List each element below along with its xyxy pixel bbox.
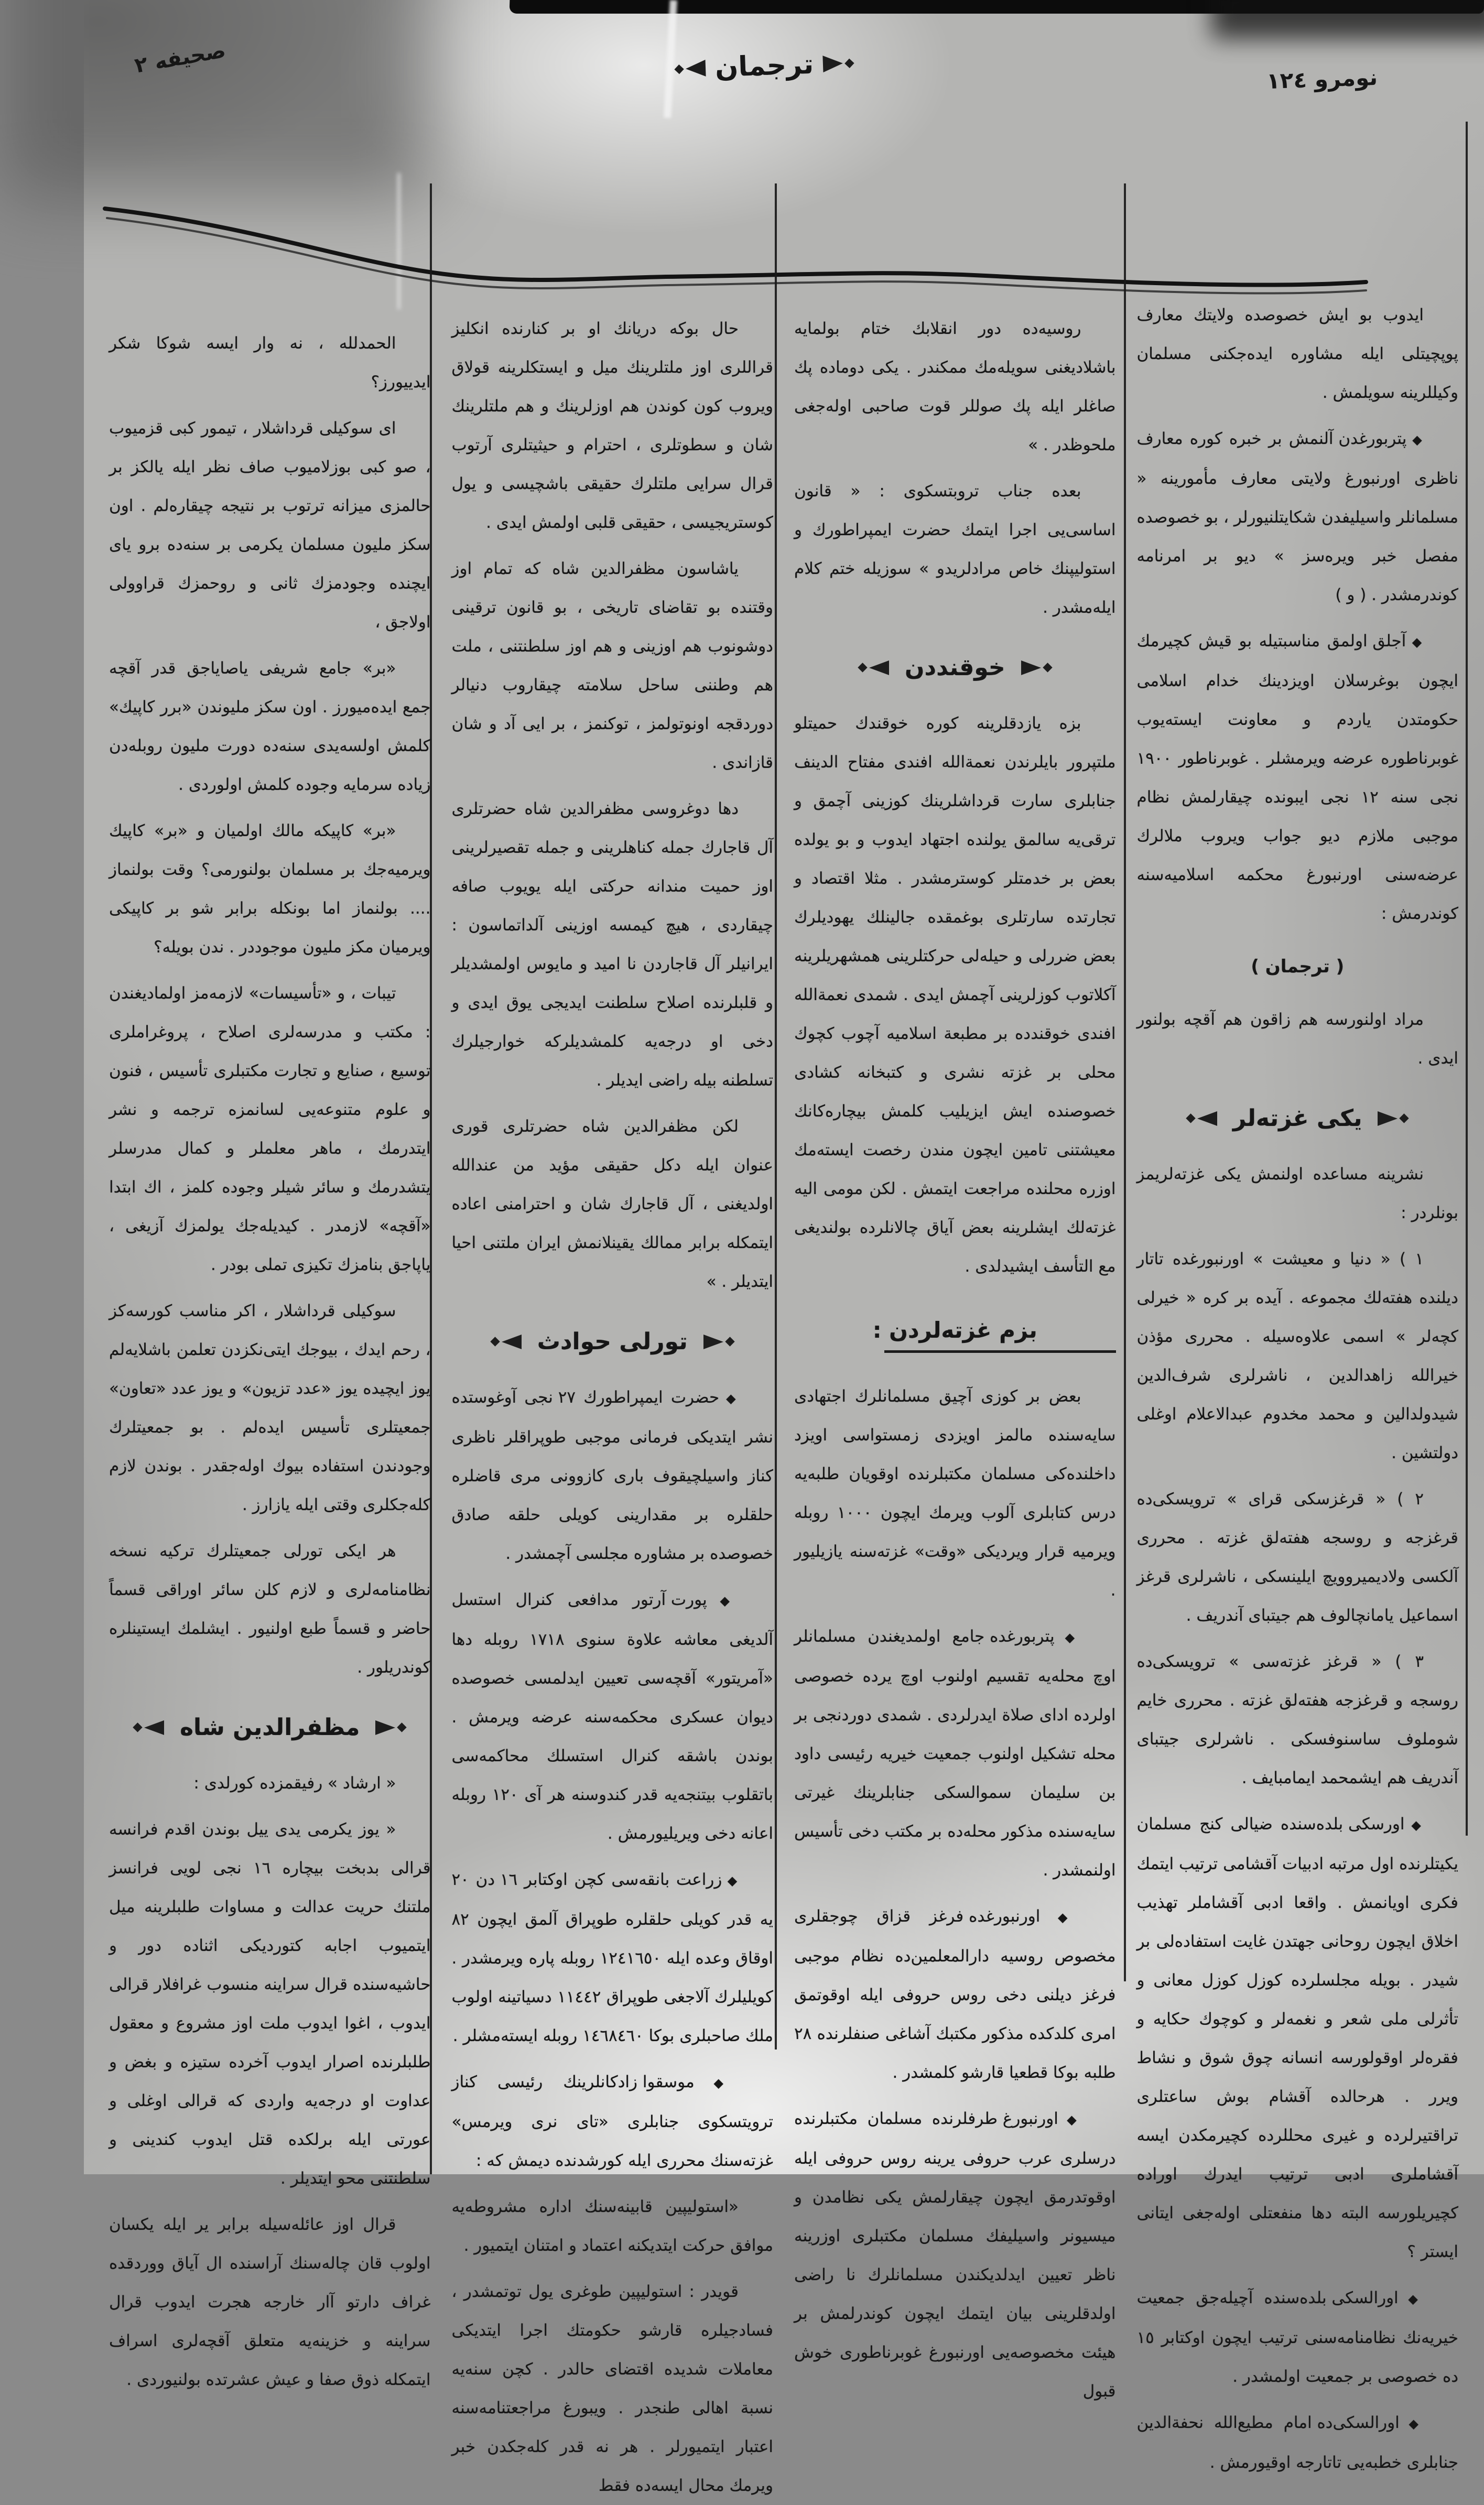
item-diamond-icon: ◆ xyxy=(1399,2416,1424,2431)
section-title: تورلی حوادث xyxy=(537,1328,688,1355)
heading-ornament-right-icon xyxy=(703,1335,733,1349)
newspaper-page xyxy=(84,0,1484,2495)
article-paragraph: قویدر : استولیپین طوغری یول توتمشدر ، فسادجیلره قارشو حکومتك اجرا ایتدیکی معاملات شدیده اقتضای حالدر . کچن سنه‌یه نسبة اهالی طنجدر . ویبورغ مراجعتنامه‌سنه اعتبار ایتمیورلر . هر نه قدر کله‌جکدن خبر ویرمك محال ایسه‌ده فقط xyxy=(451,2282,773,2495)
heading-ornament-right-icon xyxy=(375,1720,405,1735)
article-paragraph: ◆ اورالسکی‌ده امام مطیع‌الله نحفةالدین جنابلری خطبه‌یی تاتارجه اوقیورمش . xyxy=(1136,2413,1458,2472)
section-title: مظفرالدین شاه xyxy=(180,1714,360,1741)
item-diamond-icon: ◆ xyxy=(1404,1818,1424,1832)
issue-number-label: نومرو ١٢٤ xyxy=(1266,64,1378,94)
article-paragraph: «استولیپین قابینه‌سنك اداره مشروطه‌یه موافق حرکت ایتدیکنه اعتماد و امتنان ایتمیور . xyxy=(451,2197,773,2255)
scan-corner-shadow xyxy=(1211,0,1484,39)
masthead-ornament-left-icon xyxy=(675,60,706,78)
heading-ornament-right-icon xyxy=(1378,1111,1407,1126)
article-paragraph: ٢ ) « قرغزسکی قرای » ترویسکی‌ده قرغزجه و روسجه هفته‌لق غزته . محرری آلکسی ولادیمیروویچ ایلینسکی ، ناشرلری قرغز اسماعیل یامانچالوف هم جیتبای آندریف . xyxy=(1136,1490,1458,1625)
section-heading xyxy=(1137,1105,1459,1132)
article-paragraph: ◆ حضرت ایمپراطورك ٢٧ نجی آوغوستده نشر ایتدیکی فرمانی موجبی طوپراقلر ناظری کناز واسیلچیقوف باری کازوونی مری قاضلره حلقلره بر مقدارینی کویلی حلقه صادق خصوصده بر مشاوره مجلسی آچمشدر . xyxy=(451,1388,773,1563)
article-paragraph: ◆ اورسکی بلده‌سنده ضیالی کنج مسلمان یکیتلرنده اول مرتبه ادبیات آقشامی ترتیب ایتمك فکری اویانمش . واقعا ادبی آقشاملر تهذیب اخلاق ایچون روحانی جهتدن غایت استفاده‌لی بر شیدر . بویله مجلسلرده کوزل کوزل معانی و تأثرلی ملی شعر و نغمه‌لر و کوچوك حکایه و فقره‌لر اوقولورسه انسانه چوق شوق و نشاط ویرر . هرحالده آقشام بوش ساعتلری تراقتیرلرده و غیری محللرده کچیرمکدن ایسه آقشاملری ادبی ترتیب ایدرك اوراده کچیریلورسه البته دها منفعتلی اوله‌جغی ایتانی ایستر ؟ xyxy=(1136,1815,1458,2261)
item-diamond-icon: ◆ xyxy=(719,1391,739,1406)
header-rule xyxy=(84,192,1484,307)
article-paragraph: ◆ آجلق اولمق مناسبتیله بو قیش کچیرمك ایچون بوغرسلان اویزدینك خدام اسلامی حکومتدن یاردم و معاونت ایسته‌یوب غوبرناطوره عرضه ویرمشلر . غوبرناطور ١٩٠٠ نجی سنه ١٢ نجی ایبونده چیقارلمش نظام موجبی ملازم دیو جواب ویروب ملالرك عرضه‌سنی اورنبورغ محکمه اسلامیه‌سنه کوندرمش : xyxy=(1136,632,1458,923)
article-paragraph: ◆ اورنبورغده فرغز قزاق چوجقلری مخصوص روسیه دارالمعلمین‌ده نظام موجبی فرغز دیلنی دخی روس حروفی ایله اوقوتمق امری کلدکده مذکور مکتبك آشاغی صنفلرنده ٢٨ طلبه بوکا قطعیا قارشو کلمشدر . xyxy=(794,1907,1116,2082)
section-heading xyxy=(452,1328,774,1355)
article-paragraph: قرال اوز عائله‌سیله برابر یر ایله یکسان اولوب قان چاله‌سنك آراسنده ال آیاق ووردقده غراف دارتو آار خارجه هجرت ایدوب قرال سراینه و خزینه‌یه متعلق آقچه‌لری اسراف ایتمکله ذوق صفا و عیش عشرتده بولنیوردی . xyxy=(109,2215,431,2389)
heading-ornament-left-icon xyxy=(492,1335,522,1349)
signature-line: ( ترجمان ) xyxy=(1251,956,1345,977)
subsection-rule xyxy=(884,1350,1116,1353)
article-paragraph: ای سوکیلی قرداشلار ، تیمور کبی قزمیوب ، صو کبی بوزلامیوب صاف نظر ایله یالکز بر حالمزی میزانه ترتوب بر نتیجه چیقاره‌لم . اون سکز ملیون مسلمان یکرمی بر سنه‌ده برو یای ایچنده وجودمزك ثانی و روحمزك قراوولی اولاجق ، xyxy=(109,419,431,632)
article-paragraph: دها دوغروسی مظفرالدین شاه حضرتلری آل قاجارك جمله کناهلرینی و جمله تقصیرلرینی اوز حمیت مندانه حرکتی ایله یویوب صافه چیقاردی ، هیچ کیمسه اوزینی آلداتماسون : ایرانیلر آل قاجاردن نا امید و مایوس اولمشدیلر و قلبلرنده اصلاح سلطنت ایدیجی یوق ایدی و دخی او درجه‌یه کلمشدیلرکه خوارجیلرك تسلطنه بیله راضی ایدیلر . xyxy=(451,799,773,1090)
article-paragraph: ◆ پتربورغده جامع اولمدیغندن مسلمانلر اوچ محله‌یه تقسیم اولنوب اوچ یرده خصوصی اولرده ادای صلاة ایدرلردی . شمدی دوردنجی بر محله تشکیل اولنوب جمعیت خیریه رئیسی داود بن سلیمان سموالسکی جنابلرینك غیرتی سایه‌سنده مذکور محله‌ده بر مکتب دخی تأسیس اولنمشدر . xyxy=(794,1627,1116,1880)
article-paragraph: «بر» کاپیکه مالك اولمیان و «بر» کاپیك ویرمیه‌جك بر مسلمان بولنورمی؟ وقت بولنماز .... بولنماز اما بونکله برابر شو بر کاپیکی ویرمیان مکز ملیون موجوددر . ندن بویله؟ xyxy=(109,821,431,957)
article-paragraph: ایدوب بو ایش خصوصده ولایتك معارف پوپچیتلی ایله مشاوره ایده‌جکنی مسلمان وکیللرینه سویلمش . xyxy=(1136,306,1458,402)
heading-ornament-left-icon xyxy=(859,660,889,675)
subsection-title: بزم غزته‌لردن : xyxy=(872,1317,1037,1343)
article-paragraph: بزه یازدقلرینه کوره خوقندك حمیتلو ملتپرور بایلرندن نعمةالله افندی مفتاح الدینف جنابلری سارت قرداشلرینك کوزینی آچمق و ترقی‌یه سالمق یولنده اجتهاد ایدوب و بو یولده بعض بر خدمتلر کوسترمشدر . مثلا اقتصاد و تجارتده سارتلری بوغمقده جالینلك یهودیلرك بعض ضررلی و حیله‌لی حرکتلرینی همشهریلرینه آکلاتوب کوزلرینی آچمش ایدی . شمدی نعمةالله افندی خوقندده بر مطبعة اسلامیه آچوب کچوك محلی بر غزته نشری و کتبخانه کشادی خصوصنده ایش ایزیلیب کلمش بیچاره‌کانك معیشتنی تامین ایچون مندن رخصت ایسته‌مك اوزره محلنده مراجعت ایتمش . لکن مومی الیه غزته‌لك ایشلرینه بعض آیاق چالانلرده بولندیغی مع التأسف ایشیدلدی . xyxy=(794,714,1116,1276)
masthead xyxy=(675,47,854,85)
article-paragraph: ◆ پتربورغدن آلنمش بر خبره کوره معارف ناظری اورنبورغ ولایتی معارف مأمورینه « مسلمانلر واسیلیفدن شکایتلنیورلر ، بو خصوصده مفصل خبر ویره‌سز » دیو بر امرنامه کوندرمشدر . ( و ) xyxy=(1136,429,1458,604)
section-heading xyxy=(109,1714,431,1741)
columns-container xyxy=(99,291,1469,2495)
article-paragraph: « ارشاد » رفیقمزده کورلدی : xyxy=(193,1774,396,1793)
item-diamond-icon: ◆ xyxy=(707,1593,739,1608)
article-paragraph: ٣ ) « قرغز غزته‌سی » ترویسکی‌ده روسجه و قرغزجه هفته‌لق غزته . محرری خایم شوملوف ساسنوفسکی . ناشرلری جیتبای آندریف هم ایشمحمد ایمامبایف . xyxy=(1136,1652,1458,1787)
column-4-leftmost xyxy=(1126,291,1469,2472)
article-paragraph: ◆ زراعت بانقه‌سی کچن اوکتابر ١٦ دن ٢٠ یه قدر کویلی حلقلره طوپراق آلمق ایچون ٨٢ اوقاق وعده ایله ١٢٤١٦٥٠ روبله پاره ویرمشدر . کویلیلرك آلاجغی طوپراق ١١٤٤٢ دسیاتینه اولوب ملك صاحبلری بوکا ١٤٦٨٤٦٠ روبله ایسته‌مشلر . xyxy=(451,1870,773,2045)
article-paragraph: بعض بر کوزی آچیق مسلمانلرك اجتهادی سایه‌سنده مالمز اویزدی زمستواسی اویزد داخلنده‌کی مسلمان مکتبلرنده اوقویان طلبه‌یه درس کتابلری آلوب ویرمك ایچون ١٠٠٠ روبله ویرمیه قرار ویردیکی «وقت» غزته‌سنه یازیلیور . xyxy=(794,1387,1116,1600)
column-1-rightmost xyxy=(99,291,441,2389)
column-2 xyxy=(441,291,784,2495)
article-paragraph: تیبات ، و «تأسیسات» لازمه‌مز اولمادیغندن : مکتب و مدرسه‌لری اصلاح ، پروغراملری توسیع ، صنایع و تجارت مکتبلری تأسیس ، فنون و علوم متنوعه‌یی لسانمزه ترجمه و نشر ایتدرمك ، ماهر معلملر و کمال مدرسلر یتشدرمك و سائر شیلر وجوده کلمز ، اك ابتدا «آقچه» لازمدر . کیدیله‌جك یولمزك آزیغی ، یاپاجق بنامزك تکیزی تملی بودر . xyxy=(109,984,431,1274)
article-paragraph: ◆ موسقوا زادکانلرینك رئیسی کناز ترویتسکوی جنابلری «تای نری ویرمس» غزته‌سنك محرری ایله کورشدنده دیمش که : xyxy=(451,2073,773,2170)
item-diamond-icon: ◆ xyxy=(722,1873,739,1888)
scan-corner-wash xyxy=(0,0,430,199)
article-paragraph: ١ ) « دنیا و معیشت » اورنبورغده تاتار دیلنده هفته‌لك مجموعه . آیده بر کره « خیرلی کچه‌لر » اسمی علاوه‌سیله . محرری مؤذن خیرالله زاهدالدین ، ناشرلری شرف‌الدین شیدولدالین و محمد مخدوم عبدالاعلام اوغلی دولتشین . xyxy=(1136,1250,1458,1462)
article-paragraph: هر ایکی تورلی جمعیتلرك ترکیه نسخه نظامنامه‌لری و لازم کلن سائر اوراقی قسماً حاضر و قسماً طبع اولنیور . ایشلمك ایستینلره کوندریلور . xyxy=(109,1542,431,1677)
heading-ornament-left-icon xyxy=(134,1720,164,1735)
article-paragraph: ◆ پورت آرتور مدافعی کنرال استسل آلدیغی معاشه علاوة سنوی ١٧١٨ روبله دها «آمریتور» آقچه‌سی تعیین ایدلمسی خصوصده دیوان عسکری محکمه‌سنه عرضه ویرمش . بوندن باشقه کنرال استسلك محاکمه‌سی باتقلوب بیتنجه‌یه قدر کندوسنه هر آی ١٢٠ روبله اعانه دخی ویریلیورمش . xyxy=(451,1590,774,1843)
item-diamond-icon: ◆ xyxy=(1054,1630,1081,1645)
heading-ornament-left-icon xyxy=(1187,1111,1217,1126)
item-diamond-icon: ◆ xyxy=(1040,1910,1081,1925)
article-paragraph: «بر» جامع شریفی یاصایاجق قدر آقچه جمع ایده‌میورز . اون سکز ملیوندن «برر کاپیك» کلمش اولسه‌یدی سنه‌ده دورت ملیون روبله‌دن زیاده سرمایه وجوده کلمش اولوردی . xyxy=(109,659,431,794)
article-paragraph: مراد اولنورسه هم زاقون هم آقچه بولنور ایدی . xyxy=(1136,1010,1458,1068)
article-paragraph: نشرینه مساعده اولنمش یکی غزته‌لریمز بونلردر : xyxy=(1136,1165,1458,1222)
article-paragraph: بعده جناب تروبتسکوی : « قانون اساسی‌یی اجرا ایتمك حضرت ایمپراطورك و استولیپنك خاص مرادلریدو » سوزیله ختم کلام ایله‌مشدر . xyxy=(794,482,1116,617)
item-diamond-icon: ◆ xyxy=(1058,2112,1081,2127)
article-paragraph: لکن مظفرالدین شاه حضرتلری قوری عنوان ایله دکل حقیقی مؤید من عندالله اولدیغنی ، آل قاجارك شان و احترامنی اعاده ایتمکله برابر ممالك یقینلانمش ایران ملتنی احیا ایتدیلر . » xyxy=(451,1117,773,1291)
article-paragraph: حال بوکه دریانك او بر کنارنده انکلیز قراللری اوز ملتلرینك میل و ایستکلرینه قولاق ویروب کون کوندن هم اوزلرینك و هم ملتلرینك شان و سطوتلری ، احترام و حیثیتلری آرتوب قرال سرایی ملتلرك حقیقی باشچیسی و یول کوستریجیسی ، حقیقی قلبی اولمش ایدی . xyxy=(451,319,773,532)
item-diamond-icon: ◆ xyxy=(1398,2292,1424,2306)
article-paragraph: الحمدلله ، نه وار ایسه شوکا شکر ایدییورز؟ xyxy=(109,334,431,392)
heading-ornament-right-icon xyxy=(1021,660,1051,675)
item-diamond-icon: ◆ xyxy=(1406,432,1424,447)
article-paragraph: « یوز یکرمی یدی ییل بوندن اقدم فرانسه قرالی بدبخت بیچاره ١٦ نجی لویی فرانسز ملتنك حریت عدالت و مساوات طلبلرینه میل ایتمیوب اجابه کتوردیکی اثناده دور و حاشیه‌سنده قرال سراینه منسوب غرافلار قرالی ایدوب ، اغوا ایدوب ملت اوز مشروع و معقول طلبلرنده اصرار ایدوب آخرده ستیزه و بغض و عداوت او درجه‌یه واردی که قرالی اوغلی و عورتی ایله برلکده قتل ایدوب کندینی و سلطنتنی محو ایتدیلر . xyxy=(109,1820,431,2188)
section-title: یکی غزته‌لر xyxy=(1233,1105,1362,1132)
page-number-label: صحیفه ٢ xyxy=(133,38,228,78)
subsection xyxy=(794,1317,1116,1353)
column-3 xyxy=(784,291,1126,2401)
item-diamond-icon: ◆ xyxy=(1406,635,1424,649)
article-paragraph: یاشاسون مظفرالدین شاه که تمام اوز وقتنده بو تقاضای تاریخی ، بو قانون ترقینی دوشونوب هم اوزینی و هم اوز سلطنتنی ، ملت هم وطننی ساحل سلامته چیقاروب دنیالر دوردقجه اونوتولمز ، توکنمز ، بر ایی آد و شان قازاندی . xyxy=(451,559,773,772)
article-paragraph: سوکیلی قرداشلار ، اکر مناسب کورسه‌کز ، رحم ایدك ، بیوجك ایتی‌نکزدن تعلمن باشلایه‌لم یوز ایچیده یوز «عدد تزیون» و یوز عدد «تعاون» جمعیتلری تأسیس ایده‌لم . بو جمعیتلرك وجودندن استفاده بیوك اوله‌جقدر . بوندن لازم کله‌جکلری وقتی ایله یازارز . xyxy=(109,1302,431,1514)
item-diamond-icon: ◆ xyxy=(694,2076,739,2090)
section-heading xyxy=(794,654,1116,681)
article-paragraph: روسیه‌ده دور انقلابك ختام بولمایه باشلادیغنی سویله‌مك ممکندر . یکی دوماده پك صاغلر ایله پك صوللر قوت صاحبی اوله‌جغی ملحوظدر . » xyxy=(794,319,1116,454)
masthead-title: ترجمان xyxy=(714,48,815,84)
section-title: خوقنددن xyxy=(904,654,1005,681)
article-paragraph: ◆ اورالسکی بلده‌سنده آچیله‌جق جمعیت خیریه‌نك نظامنامه‌سنی ترتیب ایچون اوکتابر ١٥ ده خصوصی بر جمعیت اولمشدر . xyxy=(1136,2289,1458,2386)
article-paragraph: ◆ اورنبورغ طرفلرنده مسلمان مکتبلرنده درسلری عرب حروفی یرینه روس حروفی ایله اوقوتدرمق ایچون چیقارلمش یکی نظامدن و میسیونر واسیلیفك مسلمان مکتبلری اوزرینه ناظر تعیین ایدلدیکندن مسلمانلرك نا راضی اولدقلرینی بیان ایتمك ایچون کوندرلمش بر هیئت مخصوصه‌یی اورنبورغ غوبرناطوری خوش قبول xyxy=(794,2109,1116,2401)
masthead-ornament-right-icon xyxy=(822,55,853,72)
